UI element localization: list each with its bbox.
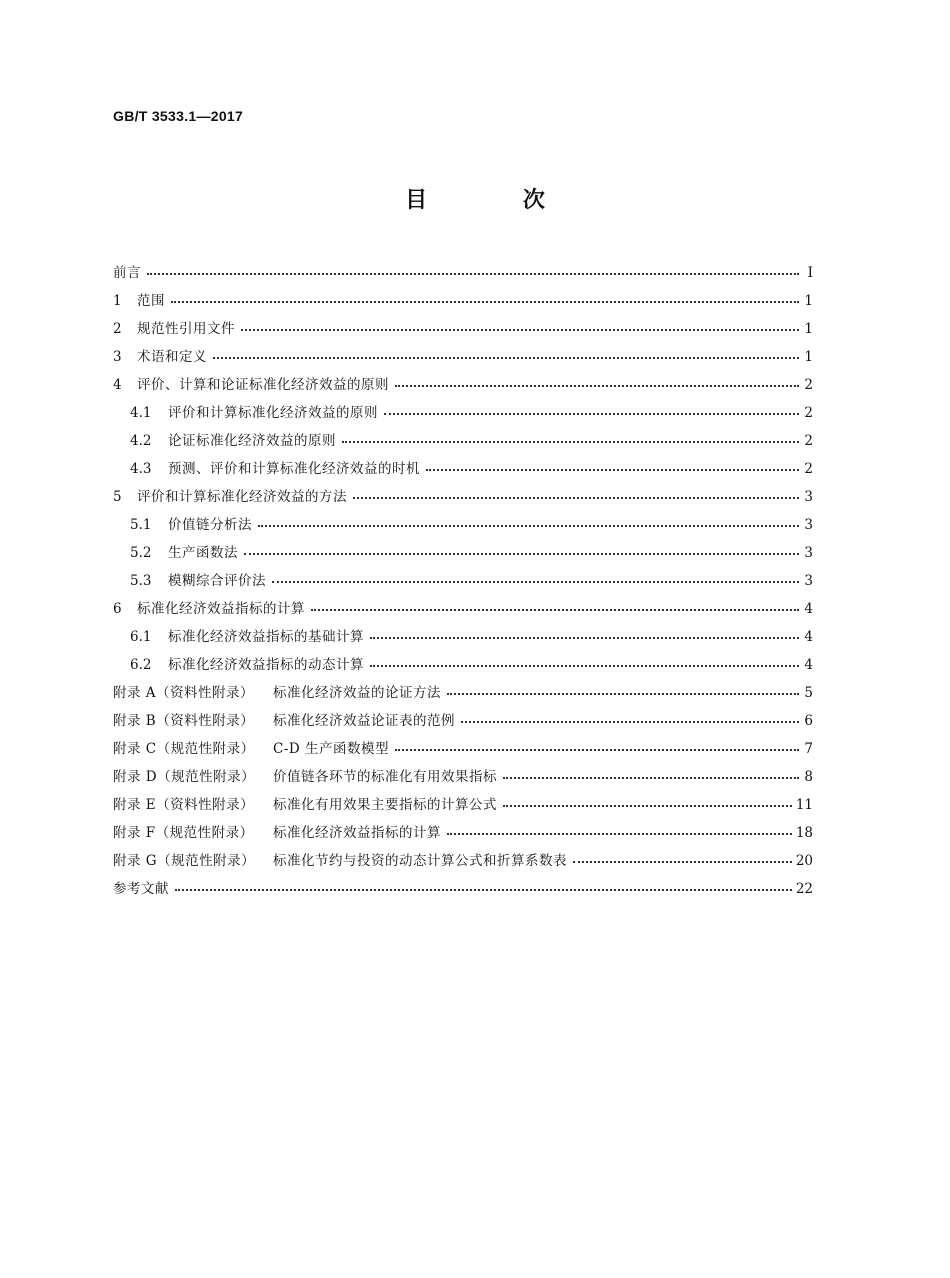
toc-page-number: 2 xyxy=(804,405,813,421)
toc-dot-leader xyxy=(395,385,799,387)
toc-dot-leader xyxy=(503,777,799,779)
toc-dot-leader xyxy=(353,497,799,499)
toc-page-number: 4 xyxy=(804,629,813,645)
toc-entry-label: 标准化经济效益指标的计算 xyxy=(273,825,441,841)
toc-entry-label: C-D 生产函数模型 xyxy=(273,741,390,757)
toc-page-number: 18 xyxy=(795,825,813,841)
toc-entry-label: 模糊综合评价法 xyxy=(168,573,266,589)
toc-entry-number: 4.2 xyxy=(130,433,152,449)
toc-entry-number: 5 xyxy=(113,489,122,505)
toc-entry[interactable] xyxy=(113,875,813,903)
toc-page-number: 3 xyxy=(804,489,813,505)
toc-entry[interactable] xyxy=(113,791,813,819)
toc-page-number: 1 xyxy=(804,293,813,309)
toc-appendix-label: 附录 D（规范性附录） xyxy=(113,769,256,785)
toc-entry-label: 论证标准化经济效益的原则 xyxy=(168,433,336,449)
toc-entry[interactable] xyxy=(113,763,813,791)
toc-dot-leader xyxy=(447,833,792,835)
toc-page-number: Ⅰ xyxy=(807,265,813,281)
toc-entry-label: 评价和计算标准化经济效益的原则 xyxy=(168,405,378,421)
toc-entry-number: 5.3 xyxy=(130,573,152,589)
toc-entry[interactable] xyxy=(113,427,813,455)
toc-dot-leader xyxy=(258,525,799,527)
toc-entry-label: 价值链分析法 xyxy=(168,517,252,533)
toc-entry[interactable] xyxy=(113,315,813,343)
table-of-contents xyxy=(113,259,813,903)
toc-entry[interactable] xyxy=(113,539,813,567)
toc-entry-number: 6.1 xyxy=(130,629,152,645)
toc-page-number: 22 xyxy=(795,881,813,897)
toc-appendix-label: 附录 B（资料性附录） xyxy=(113,713,255,729)
toc-dot-leader xyxy=(213,357,799,359)
toc-entry-number: 1 xyxy=(113,293,122,309)
toc-entry[interactable] xyxy=(113,511,813,539)
toc-entry-number: 6.2 xyxy=(130,657,152,673)
toc-page-number: 3 xyxy=(804,545,813,561)
toc-entry[interactable] xyxy=(113,399,813,427)
toc-entry-label: 参考文献 xyxy=(113,881,169,897)
toc-dot-leader xyxy=(447,693,799,695)
toc-dot-leader xyxy=(147,273,799,275)
toc-entry[interactable] xyxy=(113,707,813,735)
toc-entry-label: 标准化经济效益指标的基础计算 xyxy=(168,629,364,645)
toc-entry-label: 标准化有用效果主要指标的计算公式 xyxy=(273,797,497,813)
toc-entry-label: 评价和计算标准化经济效益的方法 xyxy=(137,489,347,505)
toc-entry[interactable] xyxy=(113,679,813,707)
toc-entry[interactable] xyxy=(113,259,813,287)
toc-dot-leader xyxy=(370,637,799,639)
toc-entry-number: 3 xyxy=(113,349,122,365)
toc-page-number: 4 xyxy=(804,657,813,673)
toc-appendix-label: 附录 G（规范性附录） xyxy=(113,853,256,869)
toc-entry-label: 预测、评价和计算标准化经济效益的时机 xyxy=(168,461,420,477)
toc-page-number: 2 xyxy=(804,377,813,393)
toc-entry-number: 5.1 xyxy=(130,517,152,533)
toc-page-number: 1 xyxy=(804,349,813,365)
toc-appendix-label: 附录 A（资料性附录） xyxy=(113,685,255,701)
toc-entry[interactable] xyxy=(113,651,813,679)
toc-dot-leader xyxy=(311,609,799,611)
toc-dot-leader xyxy=(395,749,799,751)
toc-page-number: 4 xyxy=(804,601,813,617)
toc-dot-leader xyxy=(370,665,799,667)
toc-entry-number: 5.2 xyxy=(130,545,152,561)
toc-page-number: 2 xyxy=(804,461,813,477)
toc-dot-leader xyxy=(503,805,792,807)
toc-page-number: 3 xyxy=(804,517,813,533)
toc-entry-number: 4.1 xyxy=(130,405,152,421)
toc-page-number: 8 xyxy=(804,769,813,785)
toc-dot-leader xyxy=(175,889,792,891)
toc-dot-leader xyxy=(426,469,799,471)
toc-dot-leader xyxy=(171,301,799,303)
toc-entry[interactable] xyxy=(113,483,813,511)
toc-entry-number: 4 xyxy=(113,377,122,393)
toc-entry-label: 前言 xyxy=(113,265,141,281)
toc-entry-label: 标准化节约与投资的动态计算公式和折算系数表 xyxy=(273,853,567,869)
toc-entry[interactable] xyxy=(113,567,813,595)
toc-entry[interactable] xyxy=(113,455,813,483)
toc-page-number: 5 xyxy=(804,685,813,701)
toc-entry[interactable] xyxy=(113,371,813,399)
toc-dot-leader xyxy=(241,329,799,331)
toc-entry[interactable] xyxy=(113,595,813,623)
toc-entry-label: 术语和定义 xyxy=(137,349,207,365)
toc-dot-leader xyxy=(272,581,799,583)
toc-title: 目 次 xyxy=(405,188,589,213)
toc-entry-label: 规范性引用文件 xyxy=(137,321,235,337)
toc-entry[interactable] xyxy=(113,623,813,651)
toc-dot-leader xyxy=(573,861,792,863)
toc-entry-number: 2 xyxy=(113,321,122,337)
toc-entry[interactable] xyxy=(113,343,813,371)
toc-page-number: 11 xyxy=(795,797,813,813)
toc-entry-label: 标准化经济效益指标的动态计算 xyxy=(168,657,364,673)
toc-entry-label: 标准化经济效益指标的计算 xyxy=(137,601,305,617)
toc-entry-label: 生产函数法 xyxy=(168,545,238,561)
toc-page-number: 2 xyxy=(804,433,813,449)
toc-entry[interactable] xyxy=(113,287,813,315)
toc-entry-label: 评价、计算和论证标准化经济效益的原则 xyxy=(137,377,389,393)
toc-dot-leader xyxy=(342,441,799,443)
toc-appendix-label: 附录 F（规范性附录） xyxy=(113,825,254,841)
toc-dot-leader xyxy=(461,721,799,723)
toc-page-number: 6 xyxy=(804,713,813,729)
toc-entry[interactable] xyxy=(113,819,813,847)
toc-entry-number: 6 xyxy=(113,601,122,617)
document-code: GB/T 3533.1—2017 xyxy=(113,108,244,124)
toc-dot-leader xyxy=(384,413,799,415)
toc-page-number: 3 xyxy=(804,573,813,589)
toc-appendix-label: 附录 E（资料性附录） xyxy=(113,797,255,813)
toc-entry-label: 价值链各环节的标准化有用效果指标 xyxy=(273,769,497,785)
toc-page-number: 7 xyxy=(804,741,813,757)
toc-appendix-label: 附录 C（规范性附录） xyxy=(113,741,255,757)
toc-entry-number: 4.3 xyxy=(130,461,152,477)
toc-page-number: 20 xyxy=(795,853,813,869)
toc-dot-leader xyxy=(244,553,799,555)
toc-entry[interactable] xyxy=(113,847,813,875)
toc-entry-label: 标准化经济效益论证表的范例 xyxy=(273,713,455,729)
toc-entry-label: 标准化经济效益的论证方法 xyxy=(273,685,441,701)
toc-entry-label: 范围 xyxy=(137,293,165,309)
toc-page-number: 1 xyxy=(804,321,813,337)
toc-entry[interactable] xyxy=(113,735,813,763)
